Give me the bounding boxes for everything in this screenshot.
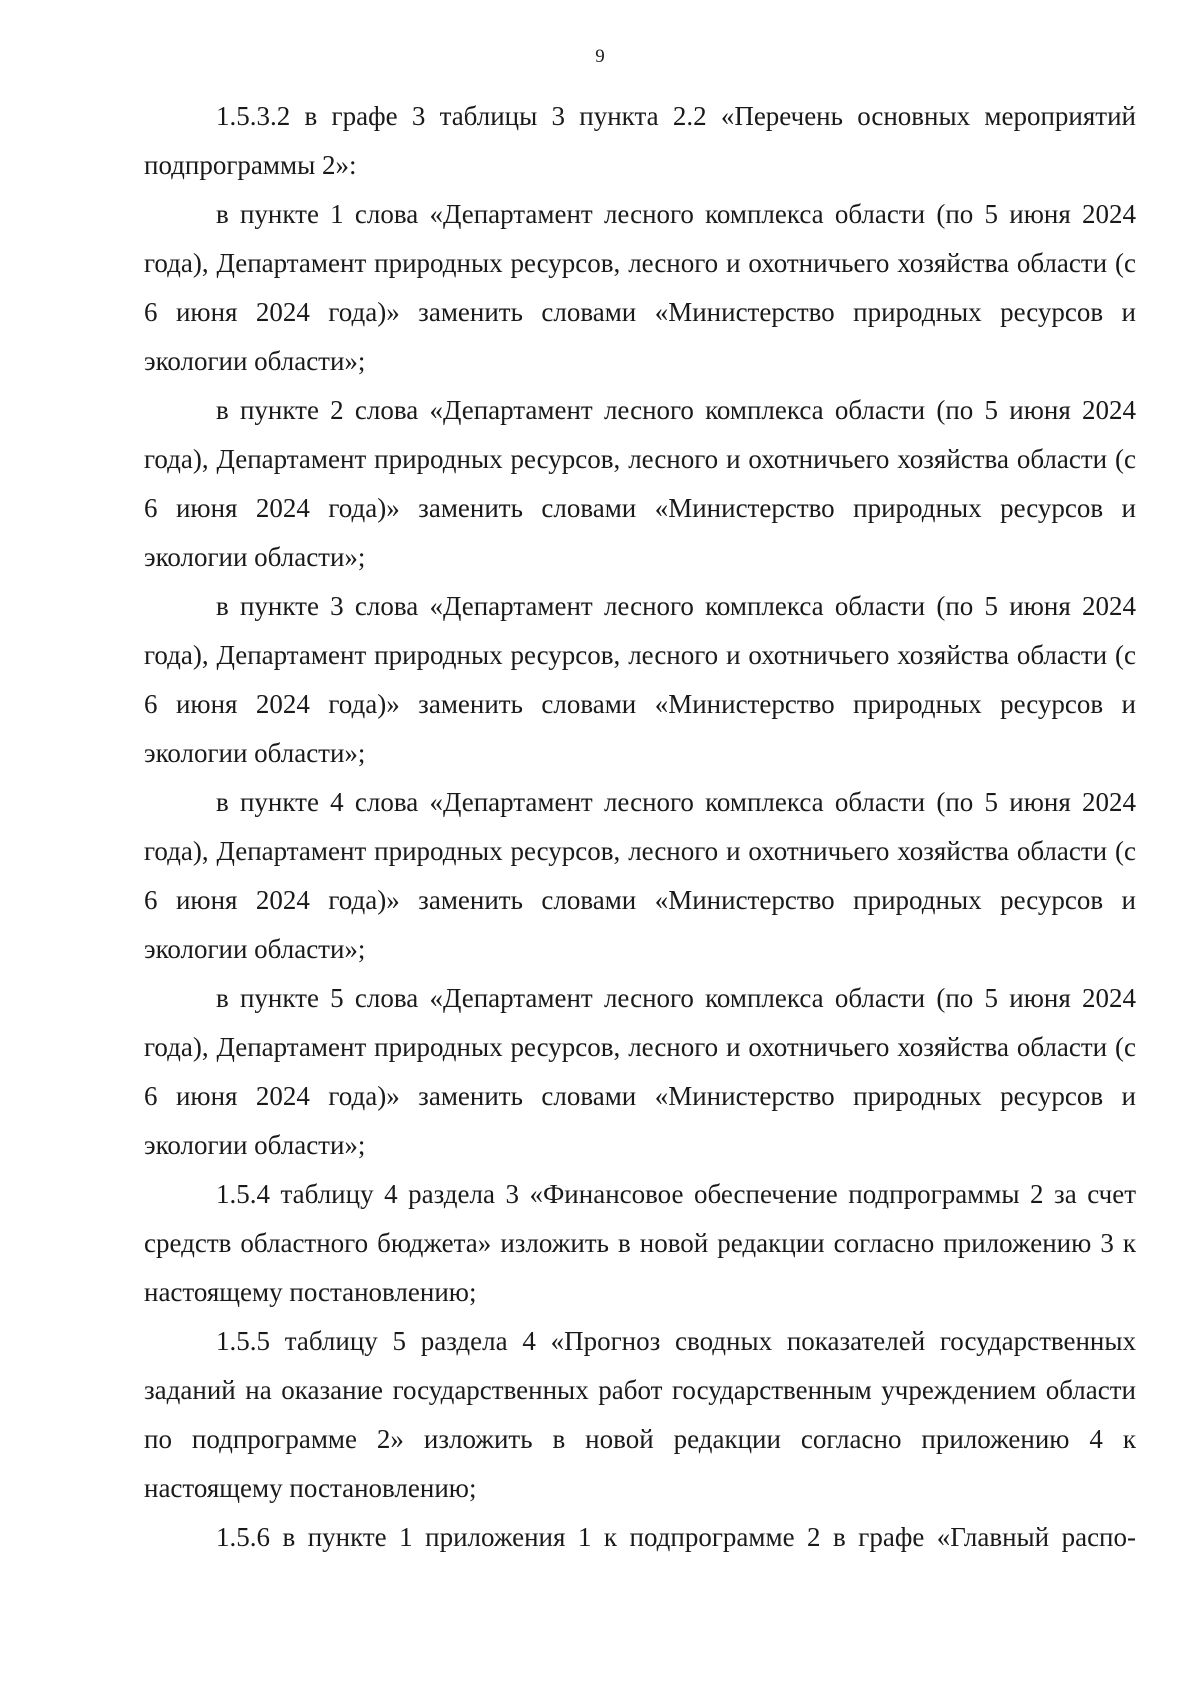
paragraph-1-5-5: 1.5.5 таблицу 5 раздела 4 «Прогноз сводных показателей государственных заданий на оказание государственных работ государственным учреждением области по подпрограмме 2» изложить в новой редакции согласно приложению 4 к настоящему постановлению; xyxy=(144,1326,1136,1503)
paragraph-item-2: в пункте 2 слова «Департамент лесного комплекса области (по 5 июня 2024 года), Департамент природных ресурсов, лесного и охотничьего хозяйства области (с 6 июня 2024 года)» заменить словами «Министерство природных ресурсов и экологии области»; xyxy=(144,395,1136,572)
paragraph-item-4: в пункте 4 слова «Департамент лесного комплекса области (по 5 июня 2024 года), Департамент природных ресурсов, лесного и охотничьего хозяйства области (с 6 июня 2024 года)» заменить словами «Министерство природных ресурсов и экологии области»; xyxy=(144,787,1136,964)
paragraph-1-5-3-2: 1.5.3.2 в графе 3 таблицы 3 пункта 2.2 «Перечень основных мероприятий подпрограммы 2»: xyxy=(144,101,1136,180)
paragraph-item-1: в пункте 1 слова «Департамент лесного комплекса области (по 5 июня 2024 года), Департамент природных ресурсов, лесного и охотничьего хозяйства области (с 6 июня 2024 года)» заменить словами «Министерство природных ресурсов и экологии области»; xyxy=(144,199,1136,376)
page-number: 9 xyxy=(595,46,605,67)
document-body xyxy=(144,92,1136,1562)
paragraph-1-5-6: 1.5.6 в пункте 1 приложения 1 к подпрограмме 2 в графе «Главный распо- xyxy=(216,1522,1136,1552)
paragraph-1-5-4: 1.5.4 таблицу 4 раздела 3 «Финансовое обеспечение подпрограммы 2 за счет средств областного бюджета» изложить в новой редакции согласно приложению 3 к настоящему постановлению; xyxy=(144,1179,1136,1307)
paragraph-item-5: в пункте 5 слова «Департамент лесного комплекса области (по 5 июня 2024 года), Департамент природных ресурсов, лесного и охотничьего хозяйства области (с 6 июня 2024 года)» заменить словами «Министерство природных ресурсов и экологии области»; xyxy=(144,983,1136,1160)
paragraph-item-3: в пункте 3 слова «Департамент лесного комплекса области (по 5 июня 2024 года), Департамент природных ресурсов, лесного и охотничьего хозяйства области (с 6 июня 2024 года)» заменить словами «Министерство природных ресурсов и экологии области»; xyxy=(144,591,1136,768)
